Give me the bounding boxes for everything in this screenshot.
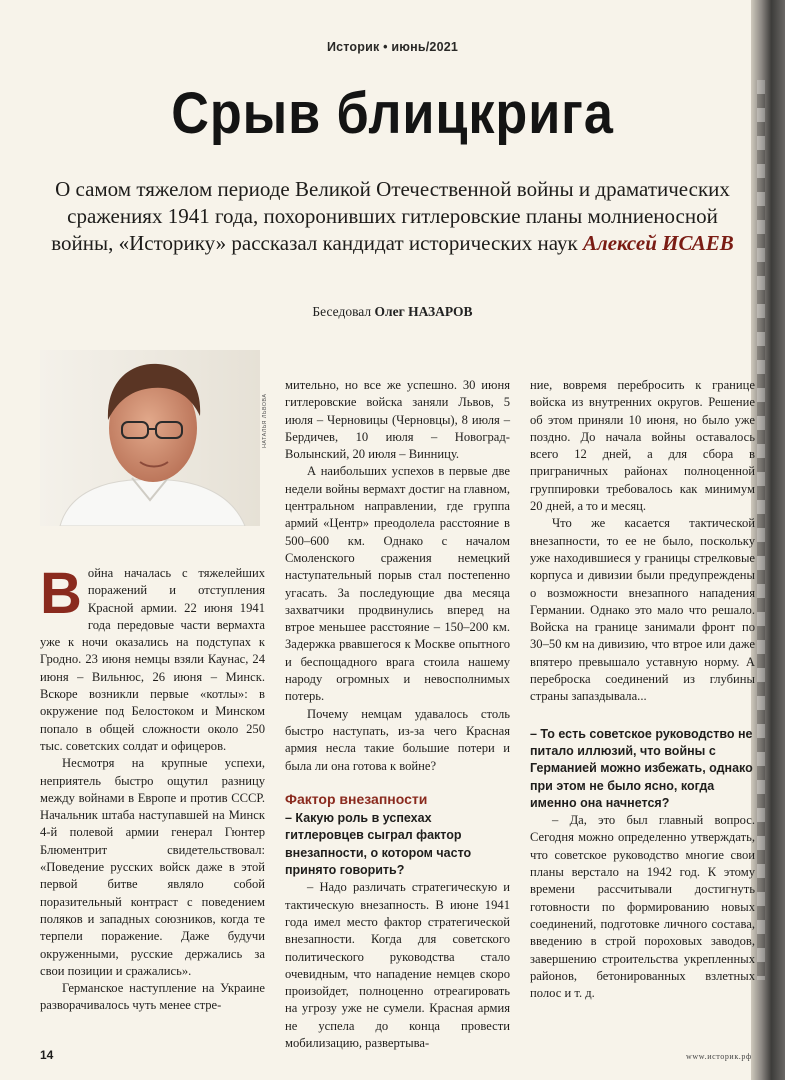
interview-answer: – Надо различать стратегическую и тактическую внезапность. В июне 1941 года имел место фактор стратегической внезапности. Когда для советского политического руководства стало очевидным, что нападение немцев скоро произойдет, полноценно отреагировать на угрозу уже не сумели. Красная армия не успела до конца провести мобилизацию, развертыва- xyxy=(285,880,510,1050)
paragraph: Германское наступление на Украине разворачивалось чуть менее стре- xyxy=(40,981,265,1013)
paragraph: ние, вовремя перебросить к границе войска из внутренних округов. Решение об этом приняли 10 июня, но было уже поздно. До начала войны оставалось всего 12 дней, а для сбора в приграничных районах полноценной группировки требовалось как минимум 20 дней, а то и месяц. xyxy=(530,378,755,514)
photo-credit: НАТАЛЬЯ ЛЬВОВА xyxy=(262,393,268,448)
interview-answer: – Да, это был главный вопрос. Сегодня можно определенно утверждать, что советское руководство многие свои планы верстало на 1942 год. К этому времени рассчитывали достигнуть готовности по формированию новых соединений, подготовке личного состава, введению в строй пороховых заводов, завершению строительства укрепленных районов, бетонированных взлетных полос и т. д. xyxy=(530,813,755,1001)
text-column-1 xyxy=(40,561,265,1015)
article-title: Срыв блицкрига xyxy=(171,81,614,146)
site-url: www.историк.рф xyxy=(686,1052,752,1061)
interview-question: – То есть советское руководство не питало иллюзий, что войны с Германией можно избежать, однако при этом не было ясно, когда именно она начнется? xyxy=(530,726,753,810)
running-header: Историк • июнь/2021 xyxy=(326,40,459,54)
portrait-illustration xyxy=(40,350,260,526)
paragraph: А наибольших успехов в первые две недели войны вермахт достиг на главном, центральном направлении, где группа армий «Центр» преодолела расстояние в 500–600 км. Однако с началом Смоленского сражения немецкий наступательный порыв стал постепенно угасать. За последующие два месяца захватчики продвинулись вперед на втрое меньшее расстояние – 150–200 км. Задержка рвавшегося к Москве опытного и беспощадного врага стоила нашему народу огромных и невосполнимых потерь. xyxy=(285,464,510,704)
byline-name: Олег НАЗАРОВ xyxy=(374,304,473,319)
paragraph: Несмотря на крупные успехи, неприятель быстро ощутил разницу между войнами в Европе и против СССР. Начальник штаба наступавшей на Минск 4-й полевой армии генерал Гюнтер Блюментрит свидетельствовал: «Поведение русских войск даже в этой первой битве являло собой поразительный контраст с поведением поляков и западных союзников, когда те терпели поражение. Даже будучи окруженными, русские держались за свои позиции и сражались». xyxy=(40,756,265,978)
drop-cap: В xyxy=(40,561,82,626)
article-lead xyxy=(40,176,745,257)
page-number: 14 xyxy=(40,1048,54,1062)
paragraph: Что же касается тактической внезапности, то ее не было, поскольку уже находившиеся у границы стрелковые корпуса и дивизии были предупреждены о возможности внезапного нападения Германии. Однако это мало что решало. Войска на границе занимали фронт по 30–50 км на дивизию, что втрое или даже впятеро превышало уставную норму. А переброска соединений из глубины страны запаздывала... xyxy=(530,516,755,704)
paragraph-text: ойна началась с тяжелейших поражений и отступления Красной армии. 22 июня 1941 года передовые части вермахта уже к ночи оказались на подступах к Гродно. 23 июня немцы взяли Каунас, 24 июня – Вильнюс, 26 июня – Минск. Вскоре возникли первые «котлы»: в окружение под Белостоком и Минском попало в общей сложности около 250 тыс. советских солдат и офицеров. xyxy=(40,566,265,753)
adjacent-page-edge xyxy=(751,0,785,1080)
lead-author: Алексей ИСАЕВ xyxy=(582,231,734,255)
byline-prefix: Беседовал xyxy=(312,304,372,319)
byline xyxy=(0,304,785,320)
paragraph: Почему немцам удавалось столь быстро наступать, из-за чего Красная армия несла такие большие потери и была ли она готова к войне? xyxy=(285,706,510,773)
paragraph xyxy=(40,561,265,755)
section-subhead: Фактор внезапности xyxy=(285,790,428,807)
paragraph: мительно, но все же успешно. 30 июня гитлеровские войска заняли Львов, 5 июля – Черновицы (Черновцы), 8 июля – Бердичев, 10 июля – Новоград-Волынский, 20 июля – Винницу. xyxy=(285,378,510,462)
text-column-2 xyxy=(285,377,510,1052)
interview-question: – Какую роль в успехах гитлеровцев сыграл фактор внезапности, о котором часто принято говорить? xyxy=(285,811,472,878)
lead-text: О самом тяжелом периоде Великой Отечественной войны и драматических сражениях 1941 года, похоронивших гитлеровские планы молниеносной войны, «Историку» рассказал кандидат исторических наук xyxy=(51,177,730,255)
text-column-3 xyxy=(530,377,755,1002)
author-photo xyxy=(40,350,260,526)
